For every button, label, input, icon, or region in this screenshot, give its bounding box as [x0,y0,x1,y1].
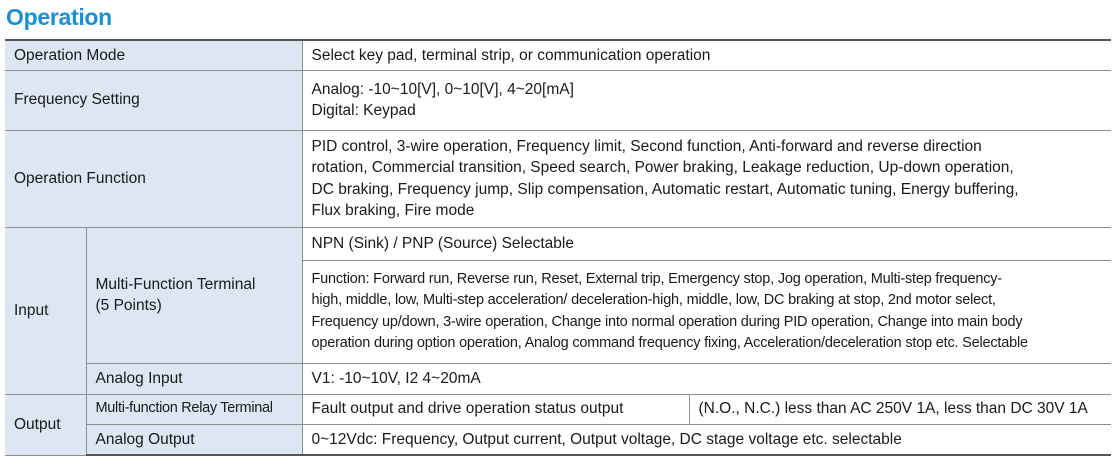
frequency-analog-line: Analog: -10~10[V], 0~10[V], 4~20[mA] [311,80,574,98]
operation-mode-label: Operation Mode [5,40,302,70]
relay-terminal-rating: (N.O., N.C.) less than AC 250V 1A, less than DC 30V 1A [689,394,1111,424]
section-title: Operation [6,4,112,30]
analog-input-label: Analog Input [86,363,302,394]
mft-label-line: Multi-Function Terminal [95,275,256,293]
row-relay-terminal [5,394,1111,424]
mft-function-line: Function: Forward run, Reverse run, Reset, External trip, Emergency stop, Jog operation, Multi-step frequency- [311,270,1002,287]
operation-function-label: Operation Function [5,130,302,227]
row-analog-input [5,363,1111,394]
operation-function-line: PID control, 3-wire operation, Frequency limit, Second function, Anti-forward and reverse direction [311,137,982,155]
analog-input-value: V1: -10~10V, I2 4~20mA [302,363,1111,394]
mft-function-line: high, middle, low, Multi-step acceleration/ deceleration-high, middle, low, DC braking at stop, 2nd motor select, [311,292,996,308]
input-label: Input [5,227,86,394]
operation-spec-table [5,39,1111,456]
operation-function-line: rotation, Commercial transition, Speed search, Power braking, Leakage reduction, Up-down operation, [311,159,1014,176]
mft-function-list [302,260,1111,363]
output-label: Output [5,394,86,455]
operation-function-line: DC braking, Frequency jump, Slip compensation, Automatic restart, Automatic tuning, Energy buffering, [311,180,1019,198]
mft-function-line: operation during option operation, Analog command frequency fixing, Acceleration/deceleration stop etc. Selectable [311,335,1028,351]
npn-pnp-selectable: NPN (Sink) / PNP (Source) Selectable [302,227,1111,260]
analog-output-value: 0~12Vdc: Frequency, Output current, Output voltage, DC stage voltage etc. selectable [302,424,1111,455]
frequency-setting-label: Frequency Setting [5,70,302,130]
relay-terminal-label: Multi-function Relay Terminal [86,394,302,424]
mft-label-line: (5 Points) [95,297,162,314]
operation-function-value [302,130,1111,227]
frequency-digital-line: Digital: Keypad [311,102,416,119]
row-analog-output [5,424,1111,455]
multi-function-terminal-label [86,227,302,363]
row-input-selectable [5,227,1111,260]
row-operation-mode [5,40,1111,70]
row-operation-function [5,130,1111,227]
operation-mode-value: Select key pad, terminal strip, or communication operation [302,40,1111,70]
analog-output-label: Analog Output [86,424,302,455]
mft-function-line: Frequency up/down, 3-wire operation, Change into normal operation during PID operation, Change into main body [311,313,1023,330]
relay-terminal-value: Fault output and drive operation status output [302,394,689,424]
operation-function-line: Flux braking, Fire mode [311,202,475,219]
frequency-setting-value [302,70,1111,130]
row-frequency-setting [5,70,1111,130]
